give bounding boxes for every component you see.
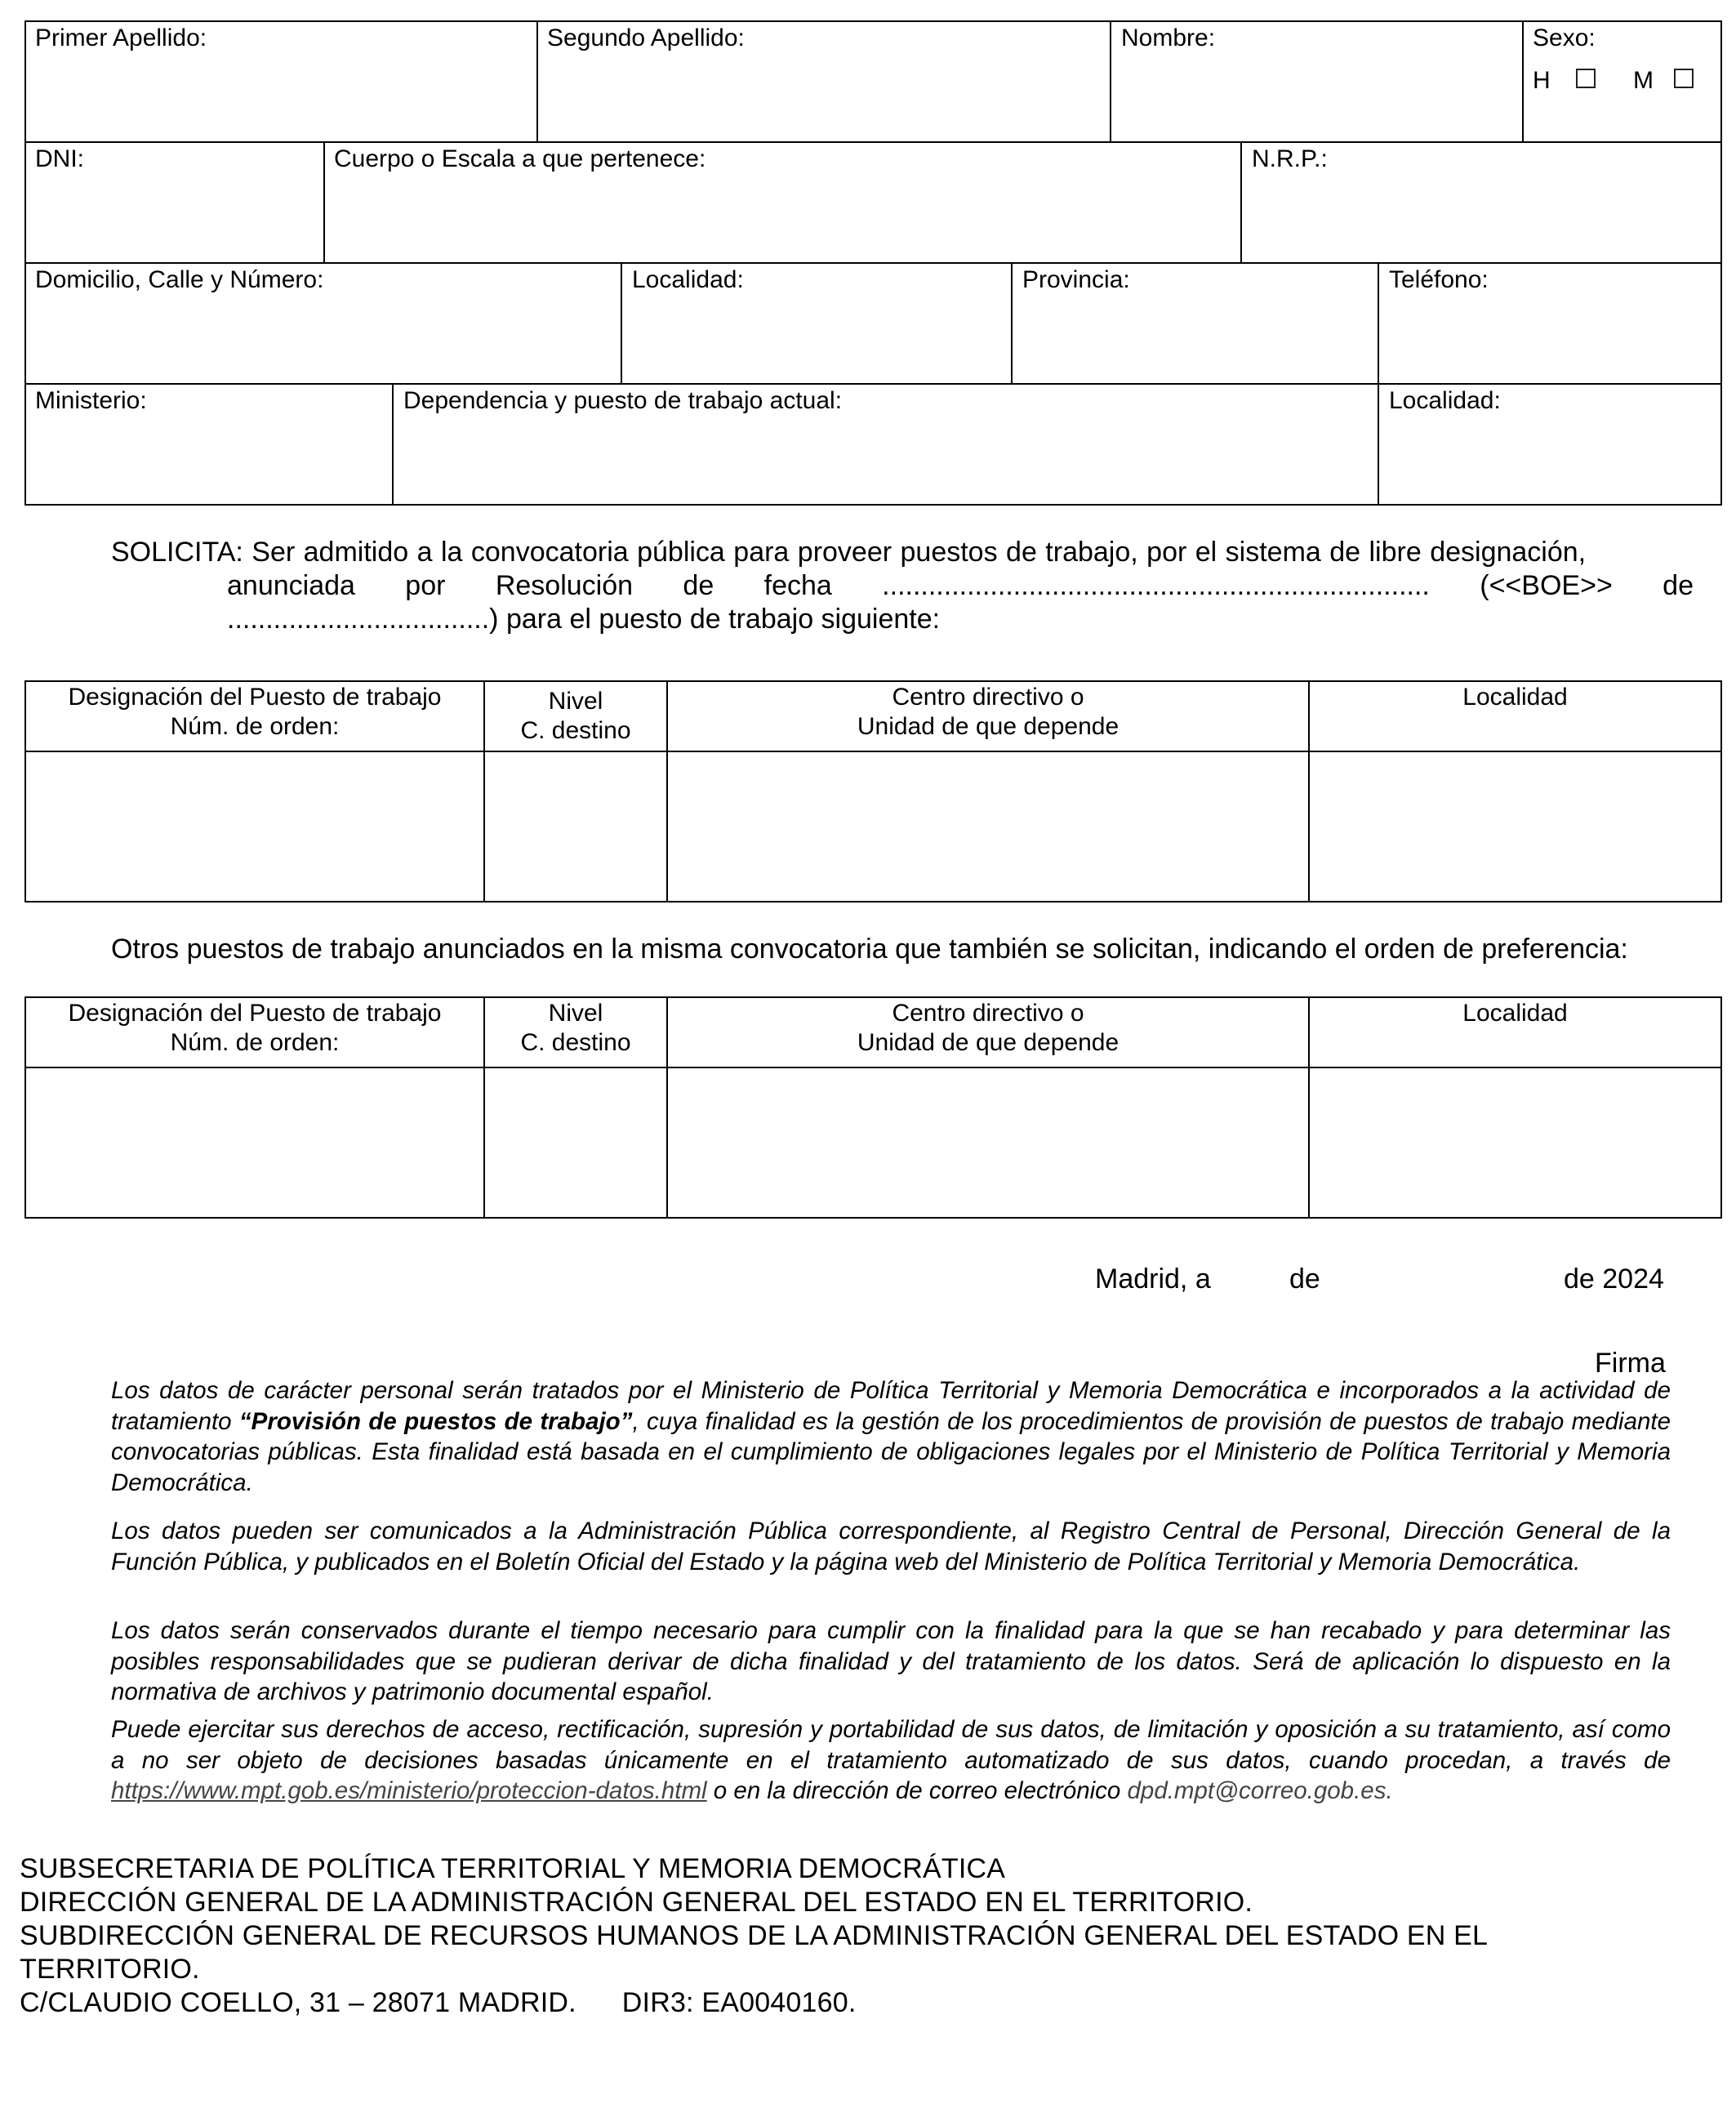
sexo-m-label: M [1633,67,1654,94]
nivel-header-text: Nivel C. destino [520,1000,631,1056]
telefono-label: Teléfono: [1389,266,1489,293]
segundo-apellido-label: Segundo Apellido: [547,25,745,51]
otros-nivel-cell[interactable] [483,1067,668,1219]
solicita-line-1: SOLICITA: Ser admitido a la convocatoria pública para proveer puestos de trabajo, por el sistema de libre designación, [111,537,1587,568]
otros-puestos-text: Otros puestos de trabajo anunciados en la misma convocatoria que también se solicitan, indicando el orden de preferencia: [111,934,1628,965]
footer-line-2: DIRECCIÓN GENERAL DE LA ADMINISTRACIÓN GENERAL DEL ESTADO EN EL TERRITORIO. [20,1887,1253,1918]
madrid-date-label: Madrid, a [1095,1264,1211,1295]
puesto-localidad-cell[interactable] [1308,751,1722,903]
cuerpo-label: Cuerpo o Escala a que pertenece: [334,145,706,172]
sexo-h-checkbox[interactable] [1576,69,1596,88]
footer-line-4: TERRITORIO. [20,1954,200,1985]
sexo-label: Sexo: [1533,25,1596,51]
solicita-line-2: anunciada por Resolución de fecha ....................................................................... (<<BOE>> de [227,570,1694,601]
centro-header-text: Centro directivo o Unidad de que depende [857,684,1119,740]
localidad-actual-label: Localidad: [1389,387,1501,414]
localidad-label: Localidad: [632,266,744,293]
ministerio-label: Ministerio: [35,387,147,414]
provincia-label: Provincia: [1022,266,1130,293]
puesto-designacion-cell[interactable] [24,751,485,903]
centro-header-text: Centro directivo o Unidad de que depende [857,1000,1119,1056]
localidad-header-text: Localidad [1462,1000,1568,1027]
dni-label: DNI: [35,145,84,172]
nivel-header-text: Nivel C. destino [520,688,631,744]
primer-apellido-label: Primer Apellido: [35,25,207,51]
otros-localidad-cell[interactable] [1308,1067,1722,1219]
privacy-activity-name: “Provisión de puestos de trabajo” [238,1407,633,1435]
puesto-nivel-cell[interactable] [483,751,668,903]
nrp-label: N.R.P.: [1252,145,1328,172]
solicita-line-3: ..................................) para el puesto de trabajo siguiente: [227,604,941,635]
otros-centro-cell[interactable] [666,1067,1310,1219]
designacion-header-text: Designación del Puesto de trabajo Núm. de orden: [68,1000,442,1056]
date-de-label: de [1289,1264,1320,1295]
privacy-link[interactable]: https://www.mpt.gob.es/ministerio/proteccion-datos.html [111,1777,707,1804]
footer-line-5: C/CLAUDIO COELLO, 31 – 28071 MADRID. DIR3: EA0040160. [20,1987,857,2018]
sexo-h-label: H [1533,67,1551,94]
date-year-label: de 2024 [1564,1264,1664,1295]
sexo-m-checkbox[interactable] [1674,69,1694,88]
footer-line-3: SUBDIRECCIÓN GENERAL DE RECURSOS HUMANOS DE LA ADMINISTRACIÓN GENERAL DEL ESTADO EN EL [20,1920,1489,1951]
dependencia-label: Dependencia y puesto de trabajo actual: [403,387,843,414]
privacy-paragraph-2: Los datos pueden ser comunicados a la Administración Pública correspondiente, al Registro Central de Personal, Dirección General de la Función Pública, y publicados en el Boletín Oficial del Estado y la página web del Ministerio de Política Territorial y Memoria Democrática. [111,1518,1671,1575]
otros-designacion-cell[interactable] [24,1067,485,1219]
puesto-centro-cell[interactable] [666,751,1310,903]
privacy-paragraph-1: Los datos de carácter personal serán tratados por el Ministerio de Política Territorial y Memoria Democrática e incorporados a la actividad de tratamiento “Provisión de puestos de trabajo”, cuya finalidad es la gestión de los procedimientos de provisión de puestos de trabajo mediante convocatorias públicas. Esta finalidad está basada en el cumplimiento de obligaciones legales por el Ministerio de Política Territorial y Memoria Democrática. [111,1377,1671,1496]
privacy-email[interactable]: dpd.mpt@correo.gob.es. [1127,1777,1393,1804]
domicilio-label: Domicilio, Calle y Número: [35,266,324,293]
firma-label: Firma [1595,1348,1666,1379]
nombre-label: Nombre: [1121,25,1216,51]
footer-line-1: SUBSECRETARIA DE POLÍTICA TERRITORIAL Y MEMORIA DEMOCRÁTICA [20,1853,1006,1884]
privacy-paragraph-3: Los datos serán conservados durante el tiempo necesario para cumplir con la finalidad para la que se han recabado y para determinar las posibles responsabilidades que se pudieran derivar de dicha finalidad y del tratamiento de los datos. Será de aplicación lo dispuesto en la normativa de archivos y patrimonio documental español. [111,1617,1671,1705]
localidad-header-text: Localidad [1462,684,1568,711]
designacion-header-text: Designación del Puesto de trabajo Núm. de orden: [68,684,442,740]
privacy-paragraph-4: Puede ejercitar sus derechos de acceso, rectificación, supresión y portabilidad de sus datos, de limitación y oposición a su tratamiento, así como a no ser objeto de decisiones basadas únicamente en el tratamiento automatizado de sus datos, cuando procedan, a través de https://www.mpt.gob.es/ministerio/proteccion-datos.html o en la dirección de correo electrónico dpd.mpt@correo.gob.es. [111,1716,1671,1804]
